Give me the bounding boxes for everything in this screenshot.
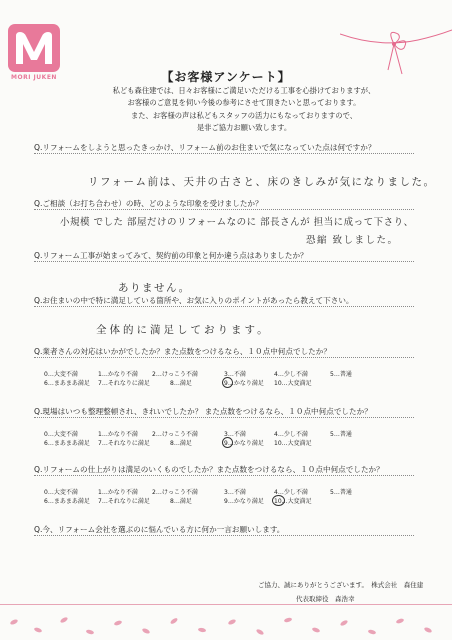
rating-option: 7…それなりに満足 bbox=[98, 380, 150, 387]
question-finish-quality: Q.リフォームの仕上がりは満足のいくものでしたか？また点数をつけるなら、１０点中何点でしたか？ bbox=[34, 465, 384, 474]
rating-option: 9…かなり満足 bbox=[224, 440, 264, 447]
rating-option: 0…大変不満 bbox=[44, 371, 78, 378]
rating-option: 10…大変満足 bbox=[274, 380, 312, 387]
rating-option: 2…けっこう不満 bbox=[152, 489, 198, 496]
rating-option: 3…不満 bbox=[224, 371, 246, 378]
handwritten-answer: リフォーム前は、天井の古さと、床のきしみが気になりました。 bbox=[88, 176, 436, 188]
rating-option: 5…普通 bbox=[330, 489, 352, 496]
divider bbox=[34, 475, 414, 476]
rating-option: 5…普通 bbox=[330, 371, 352, 378]
divider bbox=[34, 153, 414, 154]
intro-line: また、お客様の声は私どもスタッフの活力にもなっておりますので、 bbox=[130, 110, 358, 120]
rating-option: 9…かなり満足 bbox=[224, 380, 264, 387]
selected-rating-circle bbox=[272, 495, 285, 506]
rating-option: 1…かなり不満 bbox=[98, 431, 138, 438]
question-favorite-point: Q.お住まいの中で特に満足している箇所や、お気に入りのポイントがあったら教えて下さい。 bbox=[34, 296, 354, 305]
rating-option: 2…けっこう不満 bbox=[152, 431, 198, 438]
rating-option: 4…少し不満 bbox=[274, 431, 308, 438]
leaf-decoration bbox=[0, 612, 452, 640]
company-logo bbox=[8, 24, 60, 72]
divider bbox=[34, 357, 414, 358]
rating-option: 8…満足 bbox=[170, 440, 192, 447]
rating-scale bbox=[44, 429, 374, 447]
rating-option: 8…満足 bbox=[170, 380, 192, 387]
rating-option: 10…大変満足 bbox=[274, 498, 312, 505]
rating-option: 6…まあまあ満足 bbox=[44, 440, 90, 447]
rating-option: 1…かなり不満 bbox=[98, 489, 138, 496]
signature: 代表取締役 森浩幸 bbox=[296, 595, 355, 603]
divider bbox=[34, 306, 414, 307]
rating-option: 3…不満 bbox=[224, 489, 246, 496]
question-contractor-response: Q.業者さんの対応はいかがでしたか？また点数をつけるなら、１０点中何点でしたか？ bbox=[34, 347, 331, 356]
question-advice: Q.今、リフォーム会社を選ぶのに悩んでいる方に何か一言お願いします。 bbox=[34, 525, 285, 534]
divider bbox=[34, 261, 414, 262]
rating-option: 9…かなり満足 bbox=[224, 498, 264, 505]
rating-option: 4…少し不満 bbox=[274, 489, 308, 496]
rating-option: 2…けっこう不満 bbox=[152, 371, 198, 378]
handwritten-answer: 恐縮 致しました。 bbox=[306, 235, 399, 246]
divider bbox=[34, 417, 414, 418]
logo-wordmark: MORI JUKEN bbox=[11, 74, 57, 81]
question-trigger: Q.リフォームをしようと思ったきっかけ、リフォーム前のお住まいで気になっていた点は何ですか？ bbox=[34, 143, 376, 152]
rating-option: 10…大変満足 bbox=[274, 440, 312, 447]
intro-line: 私ども森住建では、日々お客様にご満足いただける工事を心掛けておりますが、 bbox=[112, 86, 376, 95]
rating-scale bbox=[44, 487, 374, 505]
rating-option: 0…大変不満 bbox=[44, 489, 78, 496]
rating-option: 6…まあまあ満足 bbox=[44, 380, 90, 387]
rating-option: 3…不満 bbox=[224, 431, 246, 438]
rating-option: 6…まあまあ満足 bbox=[44, 498, 90, 505]
handwritten-answer: ありません。 bbox=[118, 282, 191, 294]
rating-option: 7…それなりに満足 bbox=[98, 498, 150, 505]
question-difference: Q.リフォーム工事が始まってみて、契約前の印象と何か違う点はありましたか？ bbox=[34, 251, 308, 260]
rating-option: 5…普通 bbox=[330, 431, 352, 438]
rating-option: 8…満足 bbox=[170, 498, 192, 505]
intro-line: 是非ご協力お願い致します。 bbox=[196, 123, 292, 133]
survey-title: 【お客様アンケート】 bbox=[161, 70, 291, 84]
divider bbox=[34, 535, 414, 536]
closing-message: ご協力、誠にありがとうございます。 株式会社 森住建 bbox=[258, 581, 424, 589]
intro-line: お客様のご意見を伺い今後の参考にさせて頂きたいと思っております。 bbox=[127, 98, 361, 108]
handwritten-answer: 小規模 でした 部屋だけのリフォームなのに 部長さんが 担当に成って下さり、 bbox=[60, 217, 414, 228]
rating-option: 1…かなり不満 bbox=[98, 371, 138, 378]
rating-scale bbox=[44, 369, 374, 387]
intro-text bbox=[74, 85, 414, 135]
rating-option: 0…大変不満 bbox=[44, 431, 78, 438]
rating-option: 7…それなりに満足 bbox=[98, 440, 150, 447]
selected-rating-circle bbox=[222, 437, 233, 448]
rating-option: 4…少し不満 bbox=[274, 371, 308, 378]
divider bbox=[0, 604, 452, 605]
question-consultation: Q.ご相談（お打ち合わせ）の時、どのような印象を受けましたか？ bbox=[34, 199, 263, 208]
divider bbox=[34, 209, 414, 210]
question-site-tidiness: Q.現場はいつも整理整頓され、きれいでしたか？ また点数をつけるなら、１０点中何点でしたか？ bbox=[34, 407, 372, 416]
selected-rating-circle bbox=[222, 377, 233, 388]
handwritten-answer: 全体的に満足しております。 bbox=[96, 324, 271, 336]
